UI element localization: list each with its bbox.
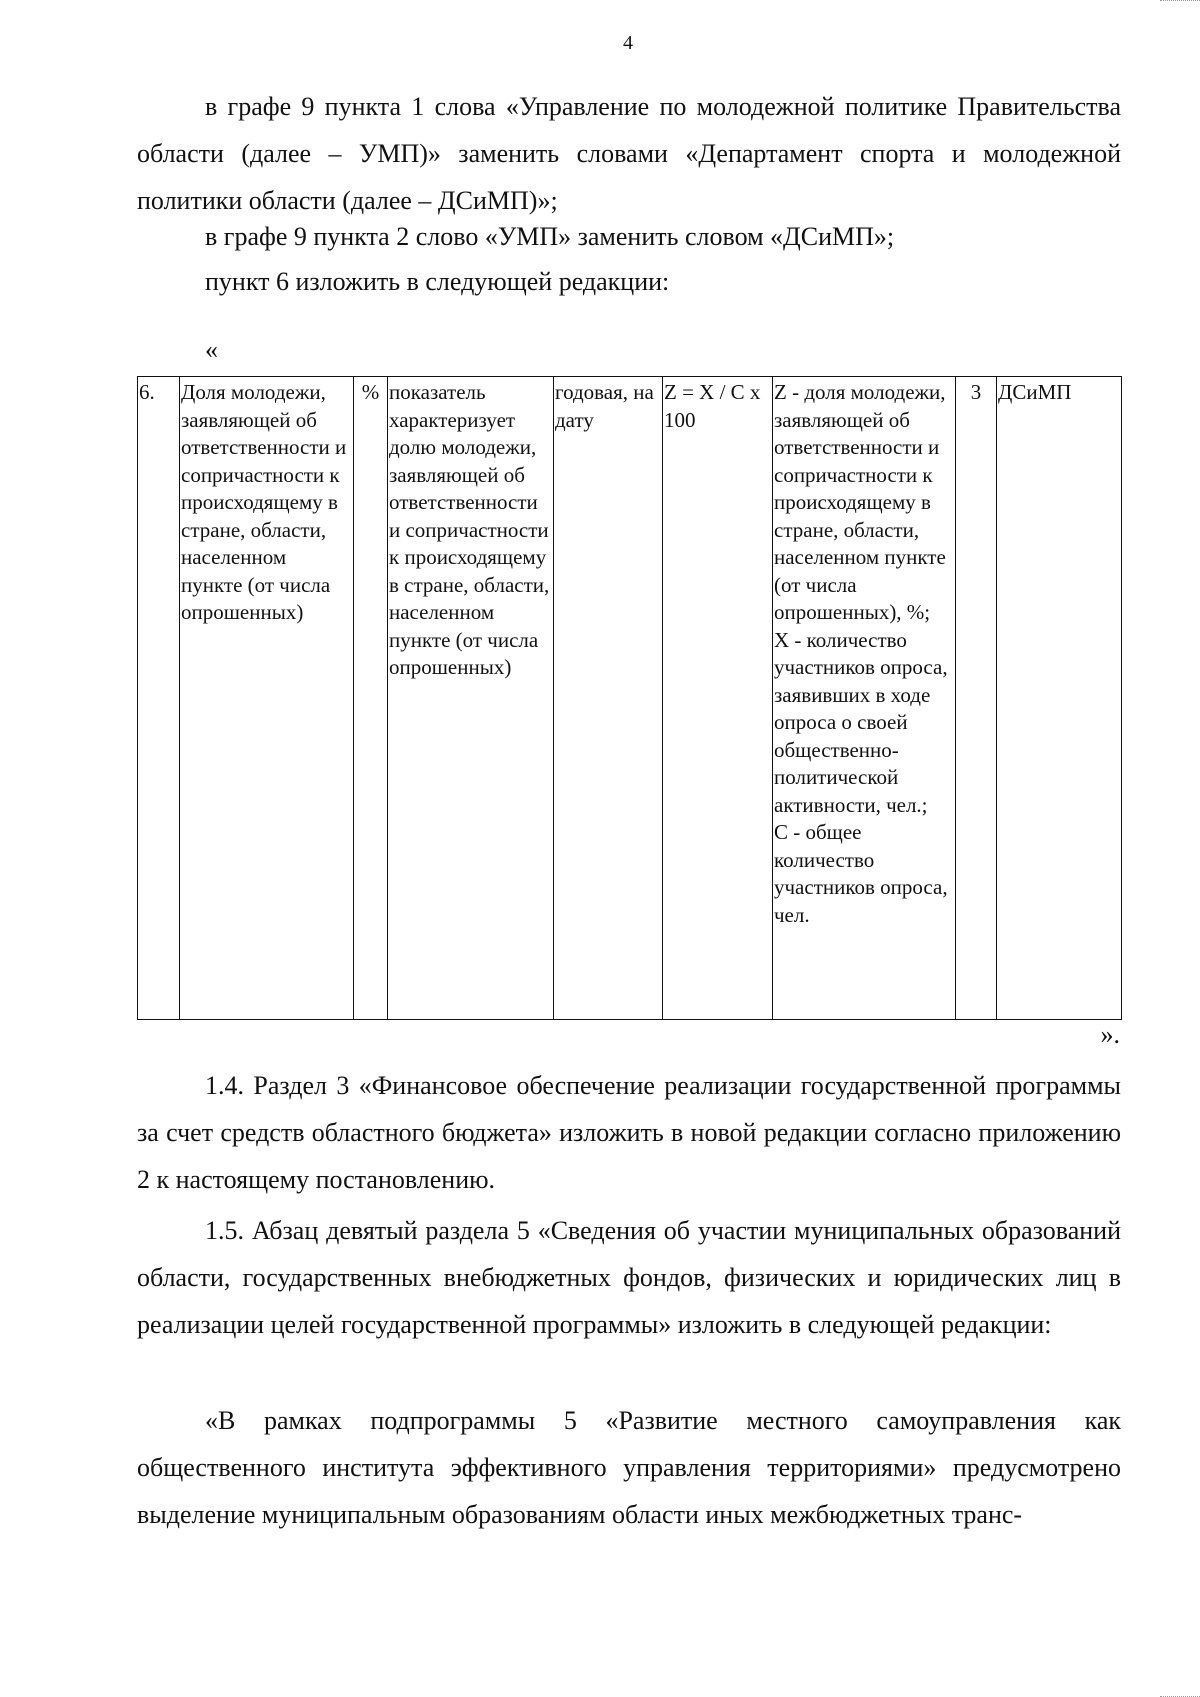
paragraph-replace-ump <box>137 83 1121 224</box>
cell-formula: Z = X / C x 100 <box>663 377 773 1020</box>
cell-explanation: Z - доля молодежи, заявляющей об ответственности и сопричастности к происходящему в стране, области, населенном пункте (от числа опрошенных), %; X - количество участников опроса, заявивших в ходе опроса о своей общественно-политической активности, чел.; С - общее количество участников опроса, чел. <box>773 377 956 1020</box>
paragraph-point-6-intro: пункт 6 изложить в следующей редакции: <box>205 267 670 296</box>
paragraph-text: 1.5. Абзац девятый раздела 5 «Сведения об участии муниципальных образований области, государственных внебюджетных фондов, физических и юридических лиц в реализации целей государственной программы» изложить в следующей редакции: <box>137 1216 1121 1339</box>
paragraph-replace-word: в графе 9 пункта 2 слово «УМП» заменить словом «ДСиМП»; <box>205 222 895 251</box>
scan-mark-bottom <box>1160 1692 1200 1697</box>
indicator-table <box>137 376 1122 1020</box>
cell-periodicity: годовая, на дату <box>554 377 663 1020</box>
cell-description: показатель характеризует долю молодежи, заявляющей об ответственности и сопричастности к происходящему в стране, области, населенном пункте (от числа опрошенных) <box>388 377 554 1020</box>
cell-indicator-name: Доля молодежи, заявляющей об ответственности и сопричастности к происходящему в стране, области, населенном пункте (от числа опрошенных) <box>180 377 354 1020</box>
open-quote: « <box>205 335 218 364</box>
cell-method: 3 <box>956 377 997 1020</box>
paragraph-text: 1.4. Раздел 3 «Финансовое обеспечение реализации государственной программы за счет средств областного бюджета» изложить в новой редакции согласно приложению 2 к настоящему постановлению. <box>137 1071 1121 1194</box>
cell-responsible: ДСиМП <box>997 377 1122 1020</box>
table-row <box>138 377 1122 1020</box>
paragraph-subprogram-5 <box>137 1397 1121 1538</box>
paragraph-1-4 <box>137 1062 1121 1203</box>
paragraph-text: «В рамках подпрограммы 5 «Развитие местного самоуправления как общественного института эффективного управления территориями» предусмотрено выделение муниципальным образованиям области иных межбюджетных транс- <box>137 1406 1121 1529</box>
cell-unit: % <box>354 377 388 1020</box>
scan-mark-top <box>1160 0 1200 5</box>
page-number: 4 <box>623 32 633 54</box>
close-quote: ». <box>1100 1020 1120 1049</box>
paragraph-1-5 <box>137 1207 1121 1348</box>
paragraph-text: в графе 9 пункта 1 слова «Управление по молодежной политике Правительства области (далее – УМП)» заменить словами «Департамент спорта и молодежной политики области (далее – ДСиМП)»; <box>137 92 1121 215</box>
cell-number: 6. <box>138 377 180 1020</box>
